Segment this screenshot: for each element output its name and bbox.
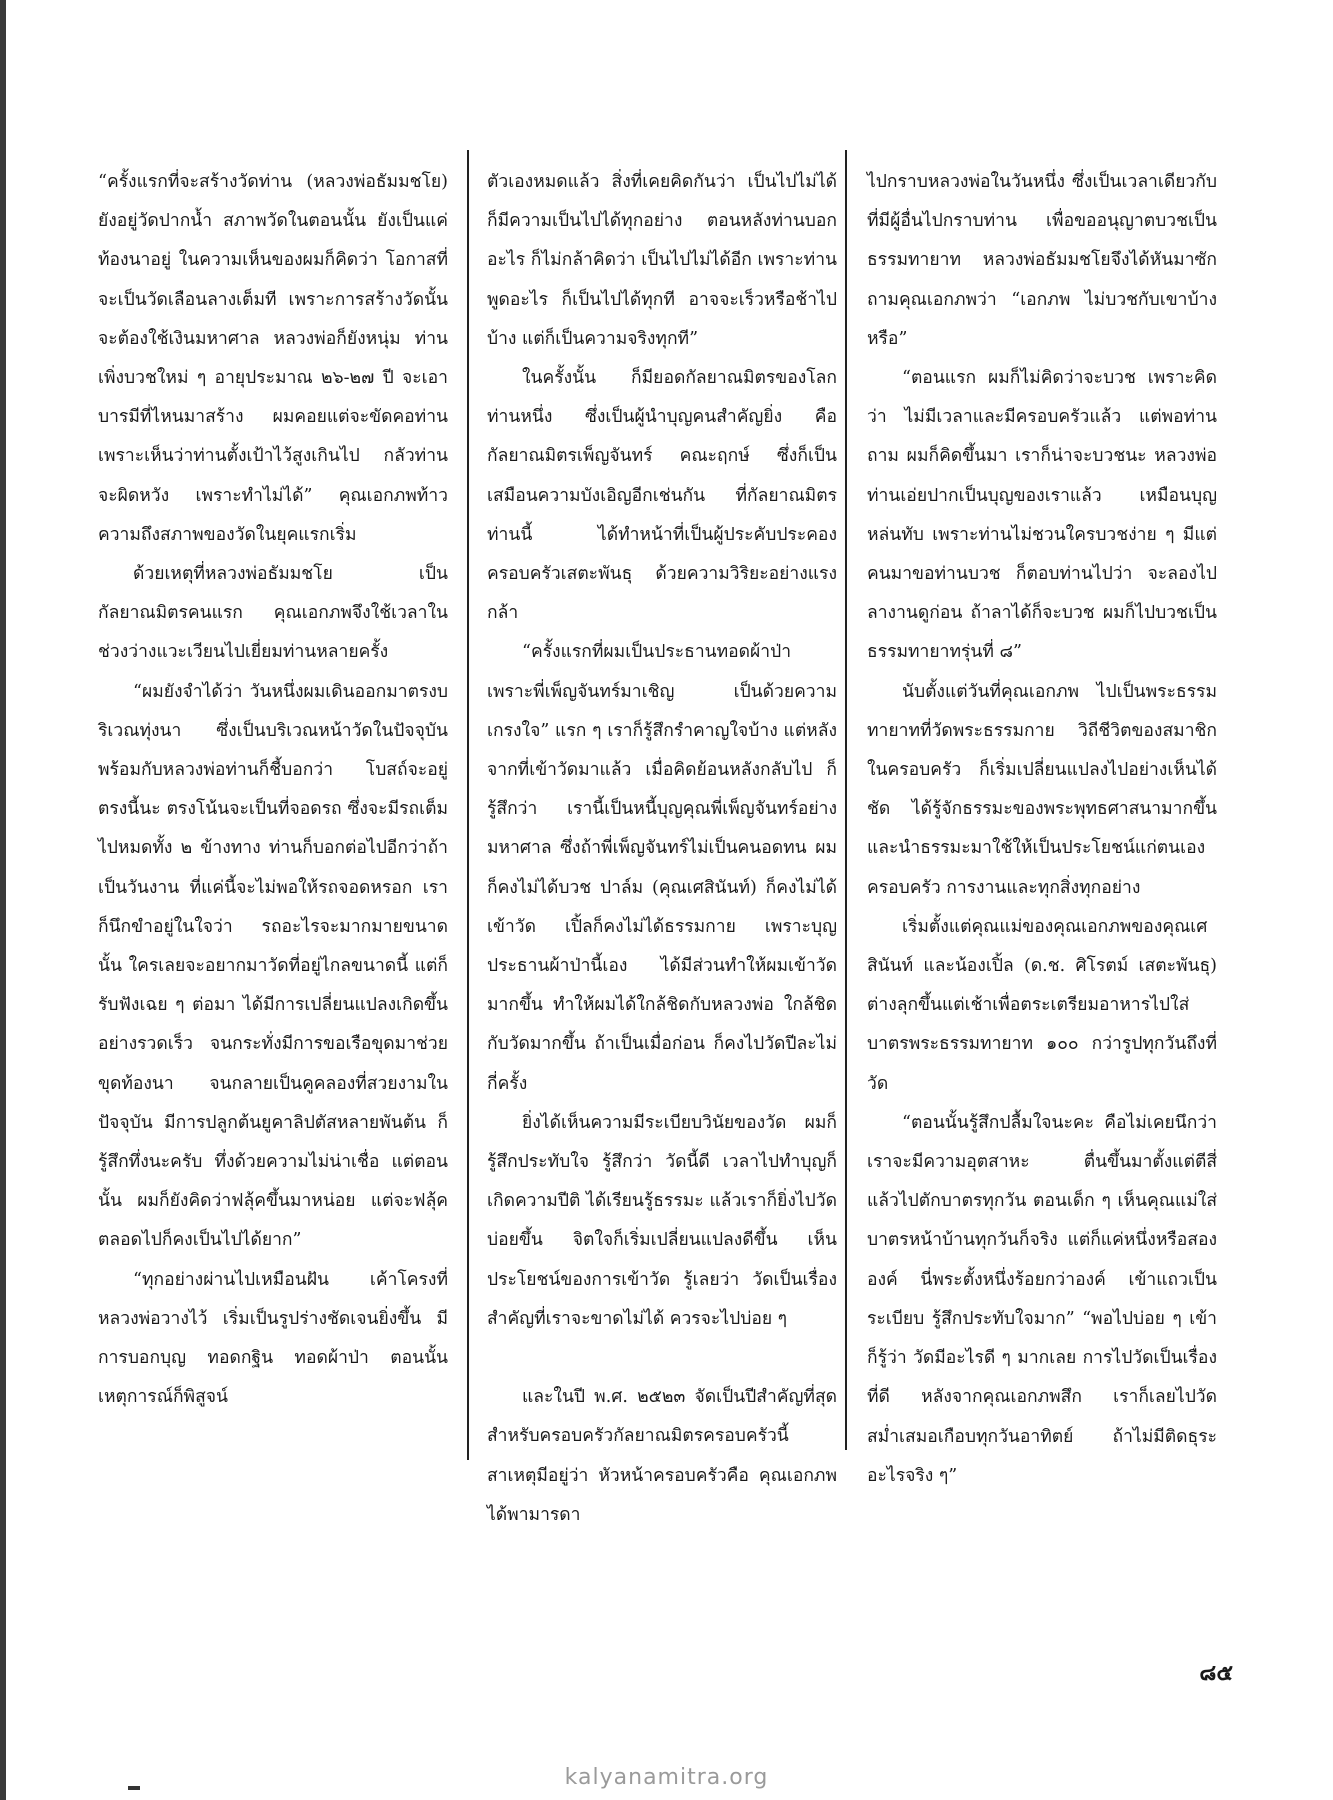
paragraph: “ครั้งแรกที่ผมเป็นประธานทอดผ้าป่า เพราะพี่เพ็ญจันทร์มาเชิญ เป็นด้วยความเกรงใจ” แรก ๆ เราก็รู้สึกรำคาญใจบ้าง แต่หลังจากที่เข้าวัดมาแล้ว เมื่อคิดย้อนหลังกลับไป ก็รู้สึกว่า เรานี้เป็นหนี้บุญคุณพี่เพ็ญจันทร์อย่างมหาศาล ซึ่งถ้าพี่เพ็ญจันทร์ไม่เป็นคนอดทน ผมก็คงไม่ได้บวช ปาล์ม (คุณเศสินันท์) ก็คงไม่ได้เข้าวัด เปิ้ลก็คงไม่ได้ธรรมกาย เพราะบุญประธานผ้าป่านี้เอง ได้มีส่วนทำให้ผมเข้าวัดมากขึ้น ทำให้ผมได้ใกล้ชิดกับหลวงพ่อ ใกล้ชิดกับวัดมากขึ้น ถ้าเป็นเมื่อก่อน ก็คงไปวัดปีละไม่กี่ครั้ง xyxy=(487,642,837,1094)
footer-website[interactable]: kalyanamitra.org xyxy=(564,1765,769,1790)
page-number: ๘๕ xyxy=(1199,1660,1233,1686)
paragraph: ด้วยเหตุที่หลวงพ่อธัมมชโย เป็นกัลยาณมิตรคนแรก คุณเอกภพจึงใช้เวลาในช่วงว่างแวะเวียนไปเยี่ยมท่านหลายครั้ง xyxy=(98,564,448,663)
paragraph: ยิ่งได้เห็นความมีระเบียบวินัยของวัด ผมก็รู้สึกประทับใจ รู้สึกว่า วัดนี้ดี เวลาไปทำบุญก็เกิดความปีติ ได้เรียนรู้ธรรมะ แล้วเราก็ยิ่งไปวัดบ่อยขึ้น จิตใจก็เริ่มเปลี่ยนแปลงดีขึ้น เห็นประโยชน์ของการเข้าวัด รู้เลยว่า วัดเป็นเรื่องสำคัญที่เราจะขาดไม่ได้ ควรจะไปบ่อย ๆ xyxy=(487,1112,837,1329)
paragraph: “ตอนแรก ผมก็ไม่คิดว่าจะบวช เพราะคิดว่า ไม่มีเวลาและมีครอบครัวแล้ว แต่พอท่านถาม ผมก็คิดขึ้นมา เราก็น่าจะบวชนะ หลวงพ่อท่านเอ่ยปากเป็นบุญของเราแล้ว เหมือนบุญหล่นทับ เพราะท่านไม่ชวนใครบวชง่าย ๆ มีแต่คนมาขอท่านบวช ก็ตอบท่านไปว่า จะลองไปลางานดูก่อน ถ้าลาได้ก็จะบวช ผมก็ไปบวชเป็นธรรมทายาทรุ่นที่ ๘” xyxy=(867,368,1217,663)
paragraph: ในครั้งนั้น ก็มียอดกัลยาณมิตรของโลกท่านหนึ่ง ซึ่งเป็นผู้นำบุญคนสำคัญยิ่ง คือ กัลยาณมิตรเพ็ญจันทร์ คณะฤกษ์ ซึ่งก็เป็นเสมือนความบังเอิญอีกเช่นกัน ที่กัลยาณมิตรท่านนี้ ได้ทำหน้าที่เป็นผู้ประคับประคองครอบครัวเสตะพันธุ ด้วยความวิริยะอย่างแรงกล้า xyxy=(487,368,837,624)
column-right xyxy=(867,163,1217,1496)
paragraph: “ตอนนั้นรู้สึกปลื้มใจนะคะ คือไม่เคยนึกว่า เราจะมีความอุตสาหะ ตื่นขึ้นมาตั้งแต่ตีสี่แล้วไปตักบาตรทุกวัน ตอนเด็ก ๆ เห็นคุณแม่ใส่บาตรหน้าบ้านทุกวันก็จริง แต่ก็แค่หนึ่งหรือสององค์ นี่พระตั้งหนึ่งร้อยกว่าองค์ เข้าแถวเป็นระเบียบ รู้สึกประทับใจมาก” “พอไปบ่อย ๆ เข้า ก็รู้ว่า วัดมีอะไรดี ๆ มากเลย การไปวัดเป็นเรื่องที่ดี หลังจากคุณเอกภพสึก เราก็เลยไปวัดสม่ำเสมอเกือบทุกวันอาทิตย์ ถ้าไม่มีติดธุระอะไรจริง ๆ” xyxy=(867,1112,1217,1486)
paragraph: “ครั้งแรกที่จะสร้างวัดท่าน (หลวงพ่อธัมมชโย) ยังอยู่วัดปากน้ำ สภาพวัดในตอนนั้น ยังเป็นแค่ท้องนาอยู่ ในความเห็นของผมก็คิดว่า โอกาสที่จะเป็นวัดเลือนลางเต็มที เพราะการสร้างวัดนั้นจะต้องใช้เงินมหาศาล หลวงพ่อก็ยังหนุ่ม ท่านเพิ่งบวชใหม่ ๆ อายุประมาณ ๒๖-๒๗ ปี จะเอาบารมีที่ไหนมาสร้าง ผมคอยแต่จะขัดคอท่านเพราะเห็นว่าท่านตั้งเป้าไว้สูงเกินไป กลัวท่านจะผิดหวัง เพราะทำไม่ได้” คุณเอกภพท้าวความถึงสภาพของวัดในยุคแรกเริ่ม xyxy=(98,172,448,545)
scan-mark xyxy=(128,1786,140,1790)
paragraph: “ผมยังจำได้ว่า วันหนึ่งผมเดินออกมาตรงบริเวณทุ่งนา ซึ่งเป็นบริเวณหน้าวัดในปัจจุบันพร้อมกับหลวงพ่อท่านก็ชี้บอกว่า โบสถ์จะอยู่ตรงนี้นะ ตรงโน้นจะเป็นที่จอดรถ ซึ่งจะมีรถเต็มไปหมดทั้ง ๒ ข้างทาง ท่านก็บอกต่อไปอีกว่าถ้าเป็นวันงาน ที่แค่นี้จะไม่พอให้รถจอดหรอก เราก็นึกขำอยู่ในใจว่า รถอะไรจะมากมายขนาดนั้น ใครเลยจะอยากมาวัดที่อยู่ไกลขนาดนี้ แต่ก็รับฟังเฉย ๆ ต่อมา ได้มีการเปลี่ยนแปลงเกิดขึ้นอย่างรวดเร็ว จนกระทั่งมีการขอเรือขุดมาช่วยขุดท้องนา จนกลายเป็นคูคลองที่สวยงามในปัจจุบัน มีการปลูกต้นยูคาลิปตัสหลายพันต้น ก็รู้สึกทึ่งนะครับ ทึ่งด้วยความไม่น่าเชื่อ แต่ตอนนั้น ผมก็ยังคิดว่าฟลุ้คขึ้นมาหน่อย แต่จะฟลุ้คตลอดไปก็คงเป็นไปได้ยาก” xyxy=(98,681,448,1251)
paragraph: ตัวเองหมดแล้ว สิ่งที่เคยคิดกันว่า เป็นไปไม่ได้ ก็มีความเป็นไปได้ทุกอย่าง ตอนหลังท่านบอกอะไร ก็ไม่กล้าคิดว่า เป็นไปไม่ได้อีก เพราะท่านพูดอะไร ก็เป็นไปได้ทุกที อาจจะเร็วหรือช้าไปบ้าง แต่ก็เป็นความจริงทุกที” xyxy=(487,172,837,349)
paragraph: ไปกราบหลวงพ่อในวันหนึ่ง ซึ่งเป็นเวลาเดียวกับที่มีผู้อื่นไปกราบท่าน เพื่อขออนุญาตบวชเป็นธรรมทายาท หลวงพ่อธัมมชโยจึงได้หันมาซักถามคุณเอกภพว่า “เอกภพ ไม่บวชกับเขาบ้างหรือ” xyxy=(867,172,1217,349)
paragraph: เริ่มตั้งแต่คุณแม่ของคุณเอกภพของคุณเศสินันท์ และน้องเปิ้ล (ด.ช. ศิโรตม์ เสตะพันธุ) ต่างลุกขึ้นแต่เช้าเพื่อตระเตรียมอาหารไปใส่บาตรพระธรรมทายาท ๑๐๐ กว่ารูปทุกวันถึงที่วัด xyxy=(867,916,1217,1094)
paragraph: และในปี พ.ศ. ๒๕๒๓ จัดเป็นปีสำคัญที่สุด สำหรับครอบครัวกัลยาณมิตรครอบครัวนี้ สาเหตุมีอยู่ว่า หัวหน้าครอบครัวคือ คุณเอกภพ ได้พามารดา xyxy=(487,1387,837,1525)
paragraph: นับตั้งแต่วันที่คุณเอกภพ ไปเป็นพระธรรมทายาทที่วัดพระธรรมกาย วิถีชีวิตของสมาชิกในครอบครัว ก็เริ่มเปลี่ยนแปลงไปอย่างเห็นได้ชัด ได้รู้จักธรรมะของพระพุทธศาสนามากขึ้น และนำธรรมะมาใช้ให้เป็นประโยชน์แก่ตนเอง ครอบครัว การงานและทุกสิ่งทุกอย่าง xyxy=(867,681,1217,898)
scan-edge xyxy=(0,0,6,1800)
column-left xyxy=(98,163,448,1418)
column-middle xyxy=(487,163,837,1535)
column-divider xyxy=(467,150,469,1460)
paragraph: “ทุกอย่างผ่านไปเหมือนฝัน เค้าโครงที่หลวงพ่อวางไว้ เริ่มเป็นรูปร่างชัดเจนยิ่งขึ้น มีการบอกบุญ ทอดกฐิน ทอดผ้าป่า ตอนนั้น เหตุการณ์ก็พิสูจน์ xyxy=(98,1269,448,1408)
column-divider xyxy=(845,150,847,1450)
